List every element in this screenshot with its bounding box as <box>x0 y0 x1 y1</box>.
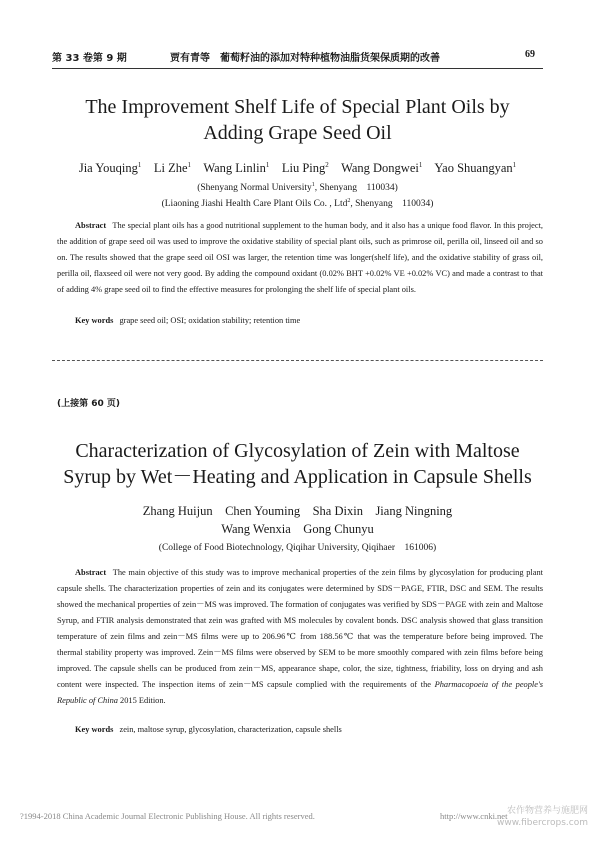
author: Yao Shuangyan$^1$ <box>434 161 517 176</box>
running-title: 贾有青等 葡萄籽油的添加对特种植物油脂货架保质期的改善 <box>170 53 440 64</box>
keywords-text: zein, maltose syrup, glycosylation, characterization, capsule shells <box>119 725 342 734</box>
author: Wang Linlin$^1$ <box>203 161 270 176</box>
issue-label: 第 33 卷第 9 期 <box>52 53 127 64</box>
site-watermark <box>478 805 588 829</box>
keywords-label: Key words <box>75 316 114 325</box>
header-rule <box>52 68 543 69</box>
abstract-label: Abstract <box>75 568 107 577</box>
author: Wang Dongwei$^1$ <box>341 161 423 176</box>
article1-authors <box>0 157 595 177</box>
abstract-text-end: 2015 Edition. <box>117 696 166 705</box>
article2-title-line2: Syrup by Wet－Heating and Application in Capsule Shells <box>63 466 532 488</box>
keywords-text: grape seed oil; OSI; oxidation stability; retention time <box>119 316 301 325</box>
page-number: 69 <box>525 49 535 60</box>
article1-title-line1: The Improvement Shelf Life of Special Plant Oils by <box>85 96 510 118</box>
copyright-text: ?1994-2018 China Academic Journal Electronic Publishing House. All rights reserved. <box>20 811 315 821</box>
article1-abstract <box>57 218 543 298</box>
article2-abstract <box>57 565 543 709</box>
article2-authors-line2: Wang Wenxia Gong Chunyu <box>221 522 374 536</box>
article2-title-line1: Characterization of Glycosylation of Zein with Maltose <box>75 440 520 462</box>
article2-authors-line1: Zhang Huijun Chen Youming Sha Dixin Jiang Ningning <box>142 504 453 518</box>
article1-affiliation-2: (Liaoning Jiashi Health Care Plant Oils Co. , Ltd$^2$, Shenyang 110034) <box>161 198 434 210</box>
running-header <box>52 49 543 63</box>
article1-title-line2: Adding Grape Seed Oil <box>203 122 392 144</box>
article2-affiliation: (College of Food Biotechnology, Qiqihar University, Qiqihaer 161006) <box>158 543 437 553</box>
watermark-line2: www.fibercrops.com <box>497 818 588 828</box>
article1-keywords <box>75 314 545 328</box>
article1-title <box>0 94 595 146</box>
author: Li Zhe$^1$ <box>153 161 192 176</box>
abstract-text: The special plant oils has a good nutritional supplement to the human body, and it also has a unique food flavor. In this project, the addition of grape seed oil was used to improve the oxidative stability of special plant oils, such as primrose oil, perilla oil, linseed oil and so on. The results showed that the grape seed oil OSI was larger, the retention time was longer(shelf life), and the oxidative stability of grass oil, perilla oil, flaxseed oil were not very good. By adding the compound oxidant (0.02% BHT +0.02% VE +0.02% VC) and made a contrast to that of adding 4% grape seed oil to find the effective measures for prolonging the shelf life of special plant oils. <box>57 221 543 294</box>
abstract-label: Abstract <box>75 221 107 230</box>
article2-keywords <box>75 723 545 737</box>
pharmacopoeia-title: Pharmacopoeia of the people's Republic of China <box>57 680 544 705</box>
cnki-link[interactable]: http://www.cnki.net <box>440 811 508 821</box>
abstract-text: The main objective of this study was to improve mechanical properties of the zein films by glycosylation for producing plant capsule shells. The characterization properties of zein and its conjugates were determined by SDS－PAGE, FTIR, DSC and SEM. The results showed the mechanical properties of zein－MS was improved. The formation of conjugates was verified by SDS－PAGE with zein and Maltose Syrup, and FTIR analysis demonstrated that zein was grafted with MS molecules by covalent bonds. DSC analysis showed that glass transition temperature of zein films and zein－MS films were up to 206.96℃ from 188.56℃ that was the temperature before being improved. The thermal stability property was improved. Zein－MS films were observed by SEM to be more smoothly compared with zein films before being improved. The capsule shells can be produced from zein－MS, appearance shape, color, the size, tightness, friability, loss on drying and ash content were inspected. The inspection items of zein－MS capsule complied with the requirements of the <box>57 568 543 689</box>
article2-title <box>0 438 595 490</box>
author: Liu Ping$^2$ <box>281 161 329 176</box>
section-divider <box>52 360 543 361</box>
watermark-line1: 农作物营养与施肥网 <box>506 806 588 816</box>
continued-from-note: (上接第 60 页) <box>57 399 121 409</box>
keywords-label: Key words <box>75 725 114 734</box>
article1-affiliation-1: (Shenyang Normal University$^1$, Shenyang 110034) <box>197 182 398 194</box>
author: Jia Youqing$^1$ <box>78 161 142 176</box>
